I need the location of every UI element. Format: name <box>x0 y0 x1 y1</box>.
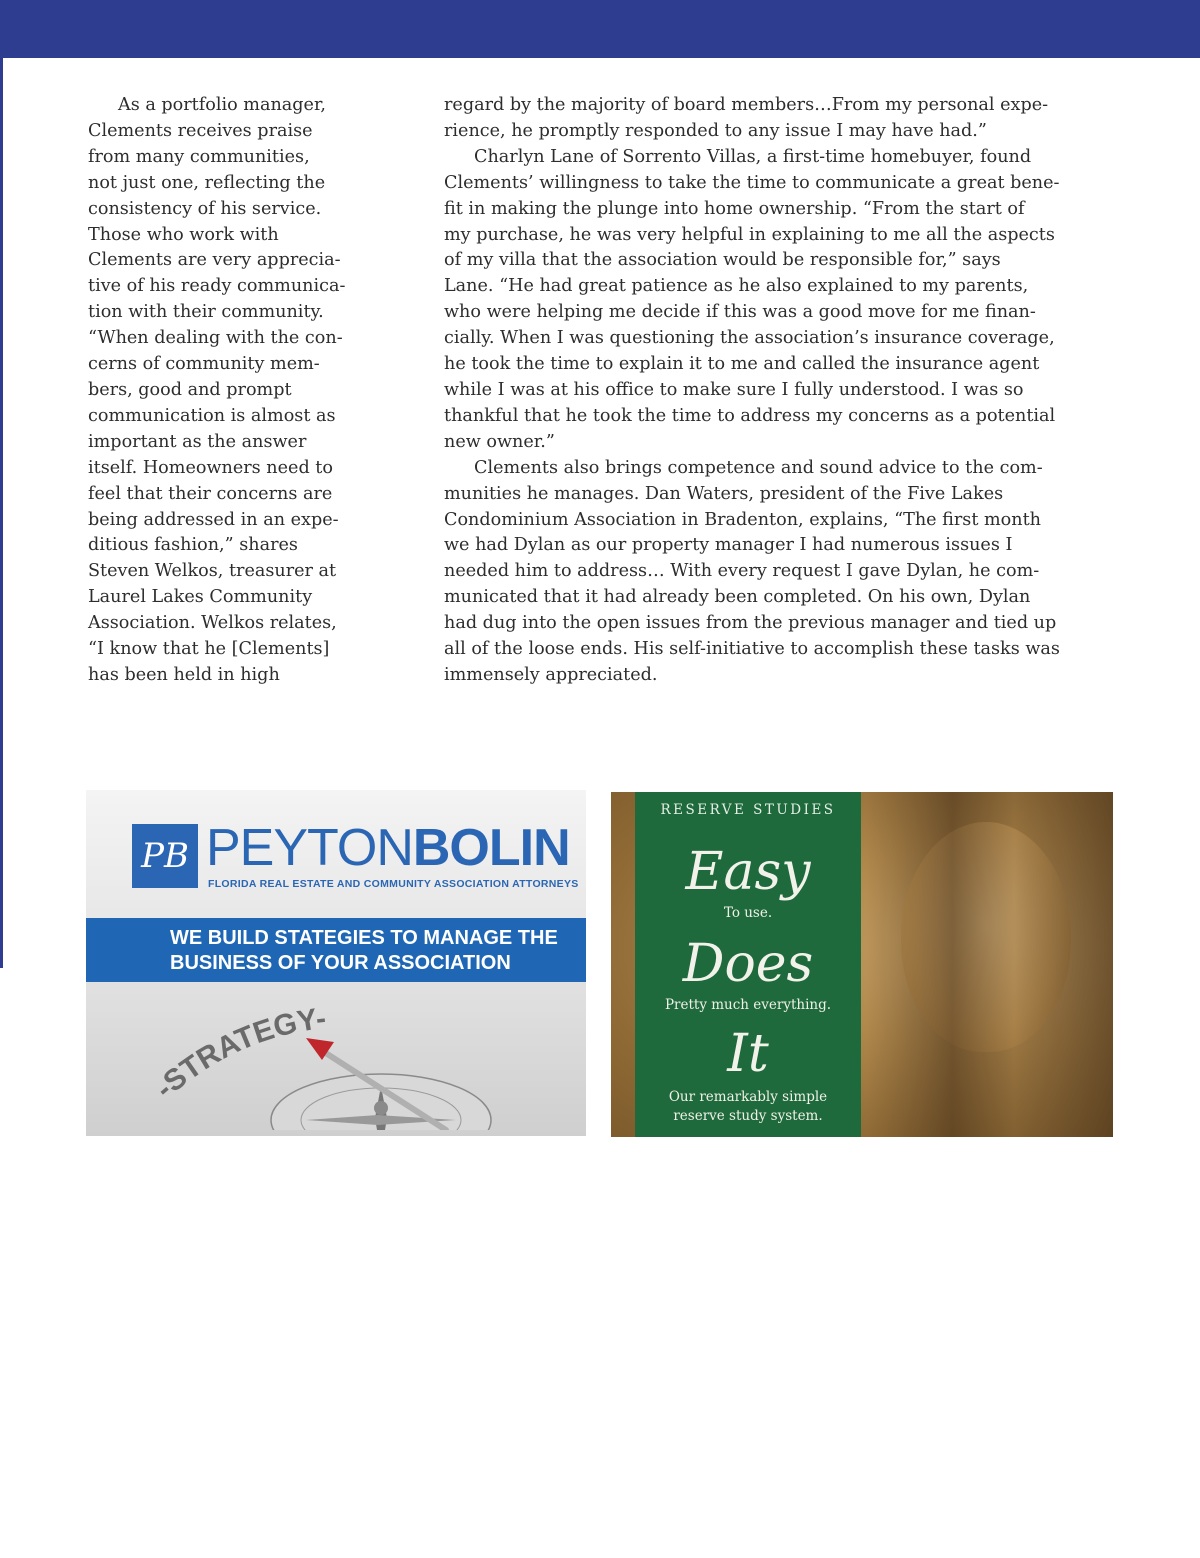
brand-peyton: PEYTON <box>206 819 413 877</box>
text-line: fit in making the plunge into home ownership. “From the start of <box>444 198 1025 219</box>
text-line: Clements are very apprecia- <box>88 250 341 271</box>
text-line: not just one, reflecting the <box>88 172 326 193</box>
text-line: Laurel Lakes Community <box>88 587 313 608</box>
text-line: immensely appreciated. <box>444 664 658 685</box>
article-column-left <box>88 93 388 689</box>
text-line: cially. When I was questioning the association’s insurance coverage, <box>444 328 1055 349</box>
text-line: being addressed in an expe- <box>88 509 339 530</box>
line-to-use: To use. <box>723 905 773 921</box>
text-line: Association. Welkos relates, <box>88 613 337 634</box>
reserve-studies-header: RESERVE STUDIES <box>660 802 836 818</box>
brand-bolin: BOLIN <box>412 819 570 877</box>
word-it: It <box>727 1024 769 1084</box>
text-line: needed him to address… With every request I gave Dylan, he com- <box>444 561 1040 582</box>
text-line: bers, good and prompt <box>88 379 292 400</box>
text-line: Charlyn Lane of Sorrento Villas, a first-time homebuyer, found <box>474 146 1032 167</box>
text-line: had dug into the open issues from the previous manager and tied up <box>444 613 1057 634</box>
text-line: he took the time to explain it to me and called the insurance agent <box>444 354 1040 375</box>
text-line: itself. Homeowners need to <box>88 457 333 478</box>
top-header-bar <box>0 0 1200 58</box>
text-line: communication is almost as <box>88 405 336 426</box>
text-line: tion with their community. <box>88 302 324 323</box>
banner-line-2: BUSINESS OF YOUR ASSOCIATION <box>170 952 511 974</box>
text-line: “I know that he [Clements] <box>88 639 330 660</box>
text-line: has been held in high <box>88 664 280 685</box>
paragraph-dan-waters <box>444 456 1084 689</box>
text-line: munities he manages. Dan Waters, president of the Five Lakes <box>444 483 1004 504</box>
peytonbolin-advertisement[interactable] <box>86 790 586 1136</box>
text-line: regard by the majority of board members…From my personal expe- <box>444 95 1049 115</box>
text-line: Condominium Association in Bradenton, explains, “The first month <box>444 509 1042 530</box>
text-line: Clements receives praise <box>88 120 313 141</box>
paragraph-continuation <box>444 93 1084 145</box>
peytonbolin-subtitle: FLORIDA REAL ESTATE AND COMMUNITY ASSOCIATION ATTORNEYS <box>208 878 579 890</box>
paragraph-charlyn-lane <box>444 145 1084 456</box>
text-line: feel that their concerns are <box>88 483 333 504</box>
text-line: we had Dylan as our property manager I had numerous issues I <box>444 535 1013 556</box>
text-line: who were helping me decide if this was a good move for me finan- <box>444 302 1036 323</box>
word-does: Does <box>682 934 814 994</box>
text-line: municated that it had already been completed. On his own, Dylan <box>444 587 1031 608</box>
pb-monogram-logo: PB <box>132 824 198 888</box>
text-line: from many communities, <box>88 146 310 167</box>
text-line: consistency of his service. <box>88 198 322 219</box>
reserve-studies-panel <box>635 792 861 1137</box>
line-remarkably-simple: Our remarkably simple <box>668 1089 828 1105</box>
line-pretty-much-everything: Pretty much everything. <box>664 997 832 1013</box>
text-line: new owner.” <box>444 431 555 452</box>
text-line: my purchase, he was very helpful in explaining to me all the aspects <box>444 224 1055 245</box>
reserve-advisors-advertisement[interactable] <box>611 792 1113 1137</box>
text-line: Clements’ willingness to take the time to communicate a great bene- <box>444 172 1060 193</box>
text-line: of my villa that the association would be responsible for,” says <box>444 250 1001 271</box>
compass-illustration <box>146 990 526 1130</box>
strategy-banner <box>86 918 586 982</box>
text-line: “When dealing with the con- <box>88 328 343 349</box>
text-line: As a portfolio manager, <box>118 95 327 115</box>
article-column-right <box>444 93 1084 689</box>
line-reserve-study-system: reserve study system. <box>673 1108 823 1124</box>
text-line: ditious fashion,” shares <box>88 535 298 556</box>
text-line: cerns of community mem- <box>88 354 320 375</box>
left-margin-rule <box>0 58 3 968</box>
peytonbolin-wordmark <box>206 820 570 876</box>
text-line: tive of his ready communica- <box>88 276 346 297</box>
text-line: while I was at his office to make sure I fully understood. I was so <box>444 379 1024 400</box>
text-line: Clements also brings competence and sound advice to the com- <box>474 457 1043 478</box>
text-line: rience, he promptly responded to any issue I may have had.” <box>444 120 987 141</box>
text-line: Lane. “He had great patience as he also explained to my parents, <box>444 276 1029 297</box>
compass-strategy-text: -STRATEGY- <box>148 1001 328 1106</box>
portrait-hair-shading <box>866 792 1113 1137</box>
text-line: all of the loose ends. His self-initiative to accomplish these tasks was <box>444 639 1060 660</box>
text-line: important as the answer <box>88 431 307 452</box>
text-line: Those who work with <box>88 224 279 245</box>
text-line: Steven Welkos, treasurer at <box>88 561 337 582</box>
word-easy: Easy <box>685 842 811 902</box>
text-line: thankful that he took the time to address my concerns as a potential <box>444 405 1056 426</box>
banner-line-1: WE BUILD STATEGIES TO MANAGE THE <box>170 927 558 949</box>
paragraph-welkos <box>88 93 388 689</box>
